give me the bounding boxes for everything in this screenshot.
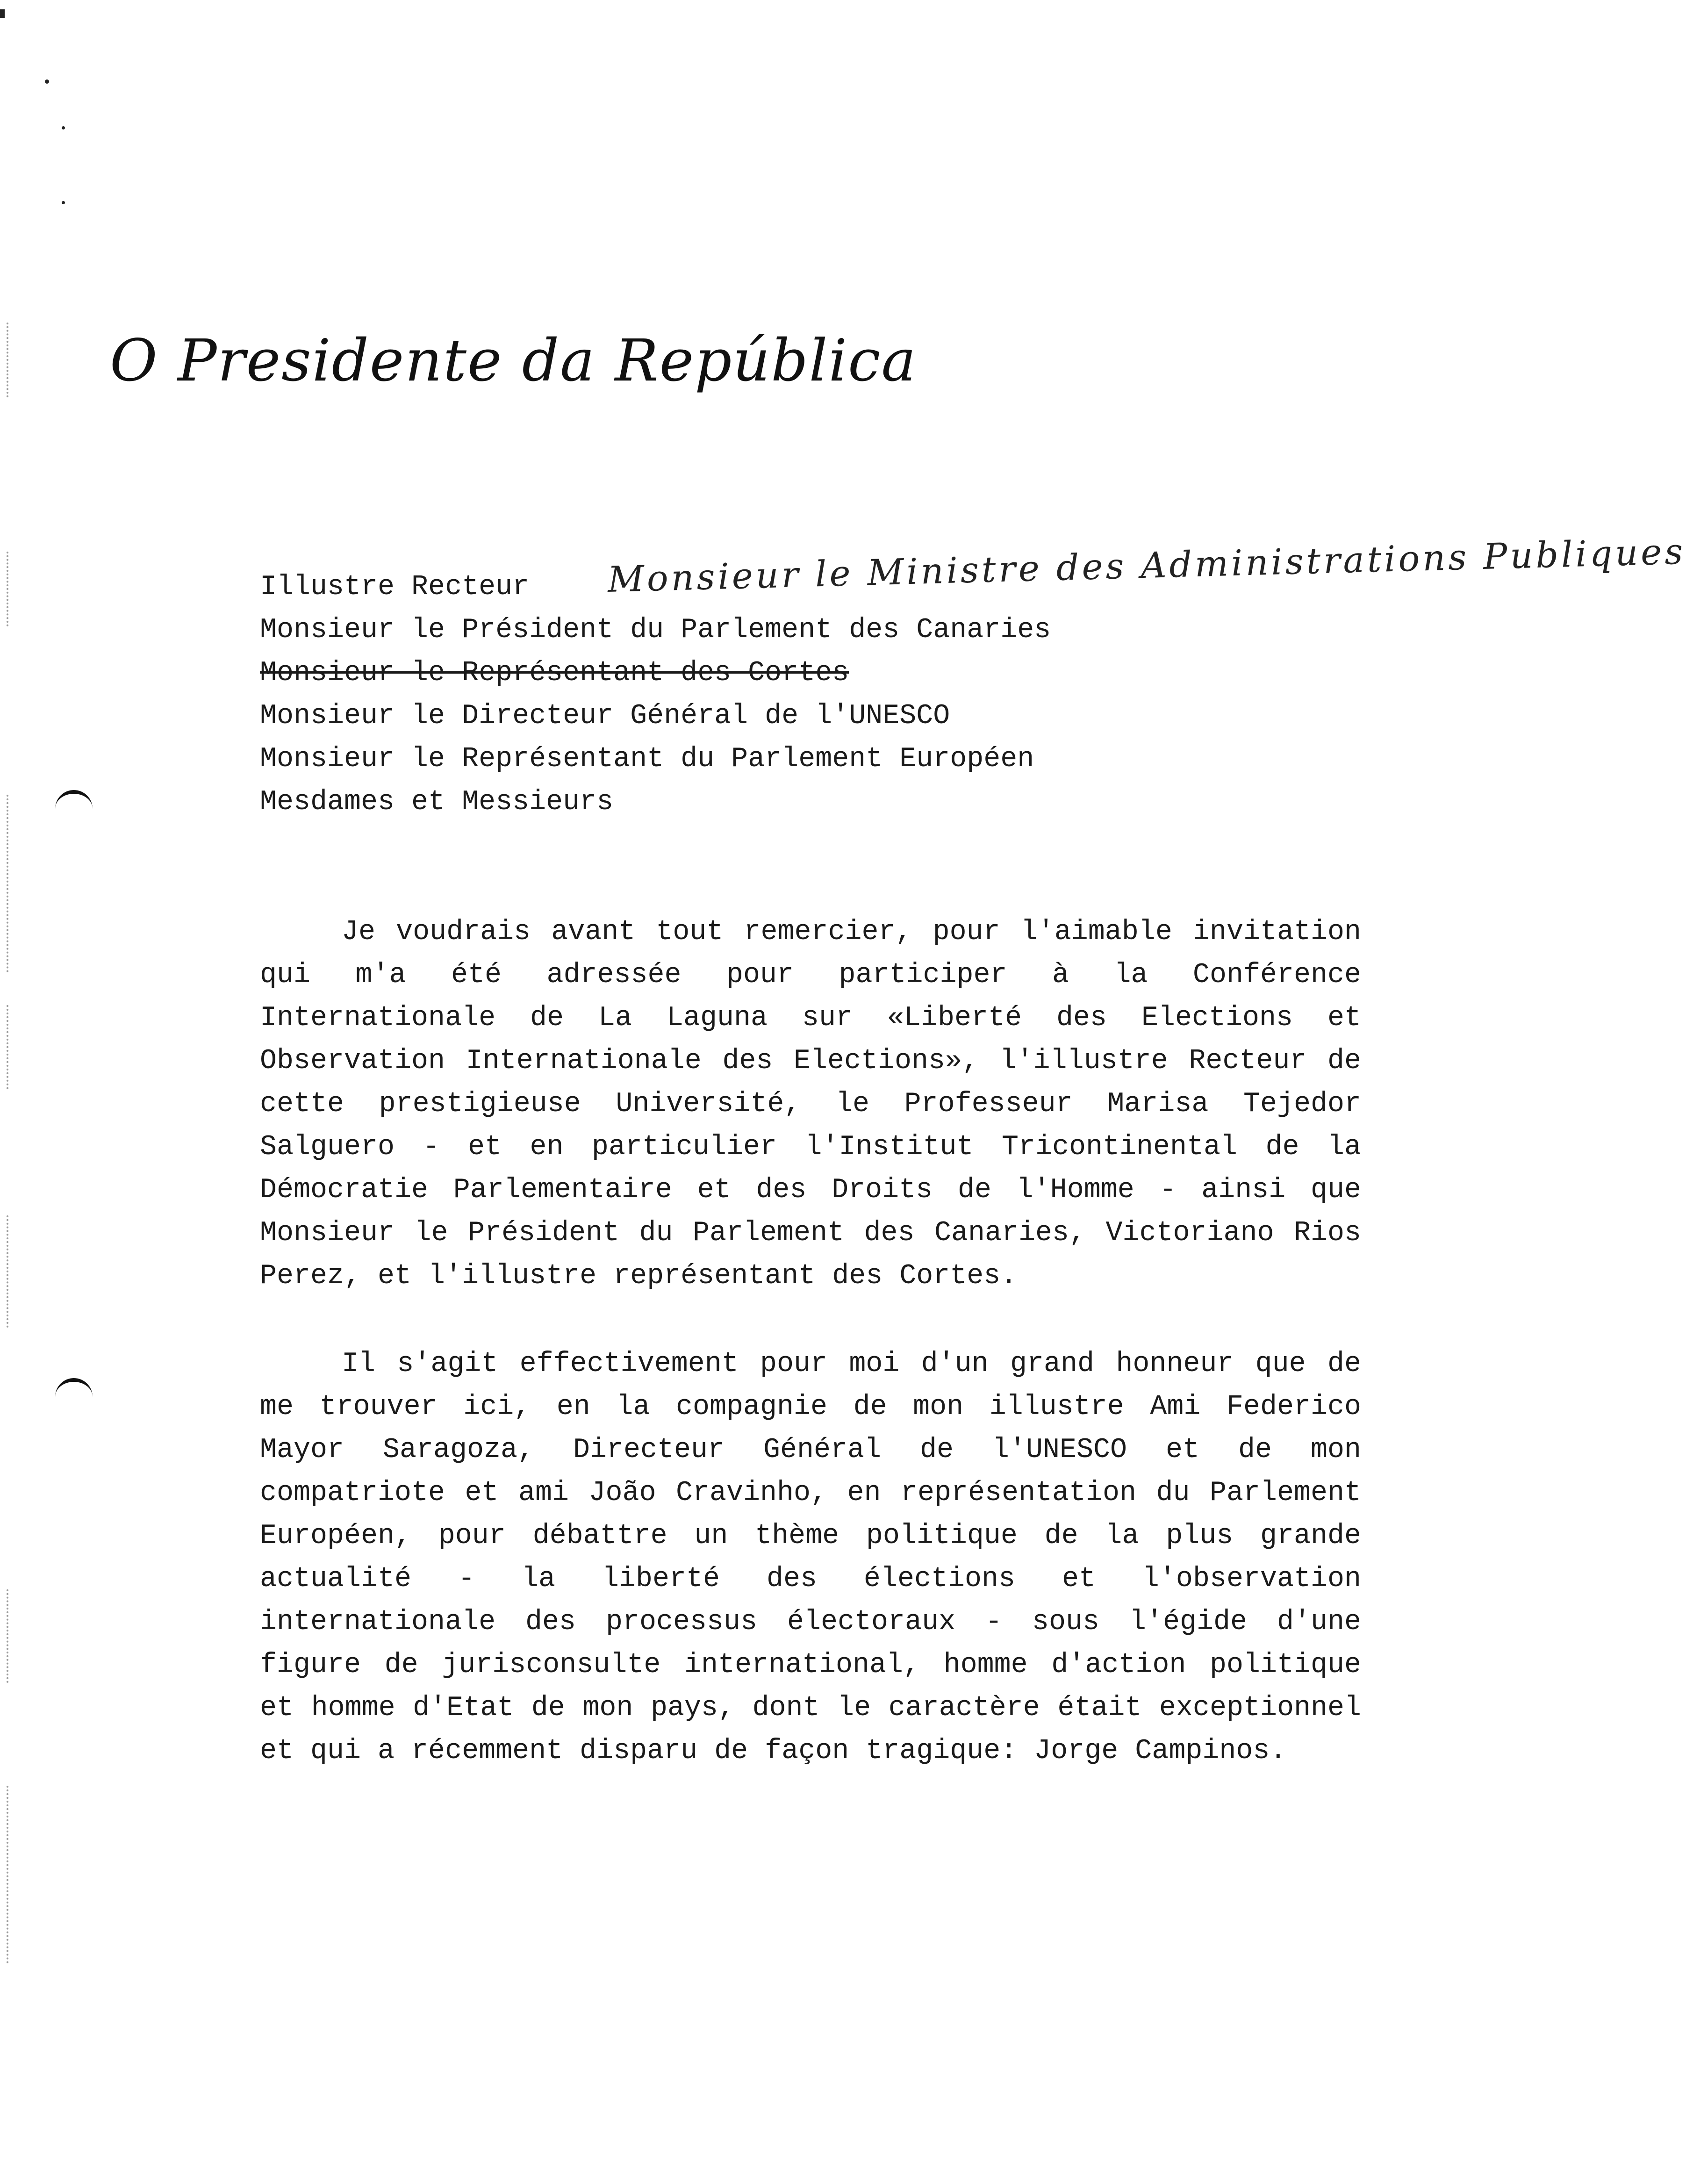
handwritten-annotation: Monsieur le Ministre des Administrations Publiques — [607, 530, 1686, 600]
speck — [45, 79, 49, 84]
binding-dots — [7, 1005, 10, 1089]
binding-dots — [7, 1589, 10, 1683]
paragraph-text: Il s'agit effectivement pour moi d'un grand honneur que de me trouver ici, en la compagnie de mon illustre Ami Federico Mayor Saragoza, Directeur Général de l'UNESCO et de mon compatriote et ami João Cravinho, en représentation du Parlement Européen, pour débattre un thème politique de la plus grande actualité - la liberté des élections et l'observation internationale des processus électoraux - sous l'égide d'une figure de jurisconsulte international, homme d'action politique et homme d'Etat de mon pays, dont le caractère était exceptionnel et qui a récemment disparu de façon tragique: Jorge Campinos. — [260, 1348, 1361, 1767]
binding-dots — [7, 795, 10, 972]
punch-hole-mark — [55, 1378, 93, 1401]
salutation-line: Mesdames et Messieurs — [260, 786, 614, 818]
body-paragraph — [260, 1343, 1361, 1773]
speck — [62, 201, 65, 204]
salutation-line-struck: Monsieur le Représentant des Cortes — [260, 657, 849, 689]
salutation-line: Monsieur le Directeur Général de l'UNESCO — [260, 700, 950, 732]
letterhead-title: O Presidente da República — [110, 327, 917, 395]
salutation-line: Monsieur le Président du Parlement des Canaries — [260, 614, 1051, 646]
body-paragraph — [260, 911, 1361, 1298]
salutation-line: Monsieur le Représentant du Parlement Européen — [260, 743, 1034, 775]
binding-dots — [7, 323, 10, 397]
binding-dots — [7, 1215, 10, 1328]
speck — [62, 126, 65, 129]
salutation-line: Illustre Recteur — [260, 571, 530, 603]
binding-dots — [7, 1786, 10, 1963]
corner-mark — [0, 9, 5, 18]
paragraph-text: Je voudrais avant tout remercier, pour l'aimable invitation qui m'a été adressée pour participer à la Conférence Internationale de La Laguna sur «Liberté des Elections et Observation Internationale des Elections», l'illustre Recteur de cette prestigieuse Université, le Professeur Marisa Tejedor Salguero - et en particulier l'Institut Tricontinental de la Démocratie Parlementaire et des Droits de l'Homme - ainsi que Monsieur le Président du Parlement des Canaries, Victoriano Rios Perez, et l'illustre représentant des Cortes. — [260, 916, 1361, 1292]
binding-dots — [7, 552, 10, 626]
salutation-block — [260, 566, 1382, 824]
punch-hole-mark — [55, 790, 93, 812]
